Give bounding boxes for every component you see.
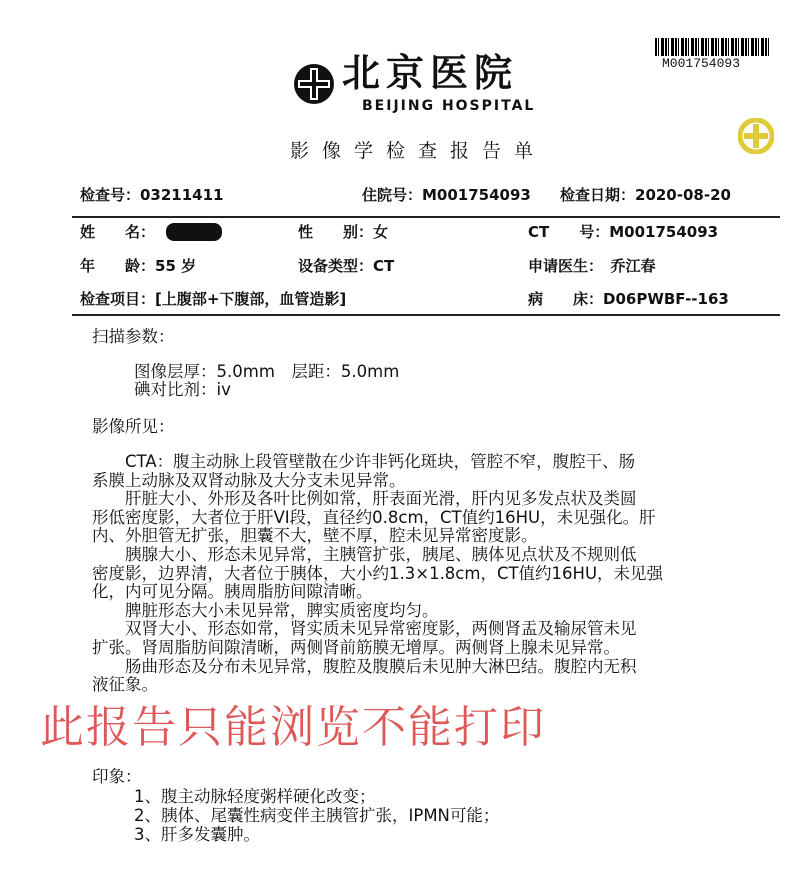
barcode (655, 38, 770, 56)
redacted-name (166, 223, 222, 241)
findings-heading: 影像所见： (92, 417, 175, 436)
findings-line: 扩张。肾周脂肪间隙清晰，两侧肾前筋膜无增厚。两侧肾上腺未见异常。 (92, 638, 620, 657)
divider (72, 216, 780, 218)
barcode-number: M001754093 (662, 56, 741, 71)
admission-number: 住院号：M001754093 (362, 186, 531, 204)
hospital-name-en: BEIJING HOSPITAL (362, 98, 536, 114)
device-type: 设备类型：CT (298, 257, 395, 275)
findings-line: 化，内可见分隔。胰周脂肪间隙清晰。 (92, 582, 373, 602)
findings-line: 内、外胆管无扩张，胆囊不大，壁不厚，腔未见异常密度影。 (92, 526, 538, 546)
requesting-doctor: 申请医生： 乔江春 (528, 257, 656, 275)
hospital-name-cn: 北京医院 (342, 50, 519, 95)
patient-sex: 性 别：女 (298, 223, 389, 241)
exam-date: 检查日期：2020-08-20 (560, 186, 731, 204)
hospital-logo-icon (292, 62, 336, 106)
ct-number: CT 号：M001754093 (528, 223, 719, 241)
hospital-seal-icon (738, 118, 774, 154)
scan-param-line: 碘对比剂：iv (134, 380, 231, 399)
findings-line: 肠曲形态及分布未见异常，腹腔及腹膜后未见肿大淋巴结。腹腔内无积 (92, 656, 637, 676)
patient-name-label: 姓 名： (80, 223, 156, 241)
findings-line: CTA：腹主动脉上段管壁散在少许非钙化斑块，管腔不窄，腹腔干、肠 (92, 452, 636, 471)
findings-line: 形低密度影，大者位于肝VI段，直径约0.8cm，CT值约16HU，未见强化。肝 (92, 507, 656, 527)
impression-item: 1、腹主动脉轻度粥样硬化改变； (134, 787, 376, 806)
patient-age: 年 龄：55 岁 (80, 257, 197, 275)
divider (72, 314, 780, 316)
impression-heading: 印象： (92, 767, 142, 786)
findings-line: 肝脏大小、外形及各叶比例如常，肝表面光滑，肝内见多发点状及类圆 (92, 489, 637, 509)
watermark: 此报告只能浏览不能打印 (40, 702, 546, 753)
scan-param-line: 图像层厚：5.0mm 层距：5.0mm (134, 362, 400, 381)
bed-number: 病 床：D06PWBF--163 (528, 290, 729, 308)
findings-line: 脾脏形态大小未见异常，脾实质密度均匀。 (92, 600, 439, 620)
report-title: 影像学检查报告单 (290, 140, 547, 162)
impression-item: 2、胰体、尾囊性病变伴主胰管扩张，IPMN可能； (134, 806, 500, 825)
findings-line: 系膜上动脉及双肾动脉及大分支未见异常。 (92, 470, 406, 490)
impression-item: 3、肝多发囊肿。 (134, 825, 260, 844)
exam-item: 检查项目：[上腹部+下腹部，血管造影] (80, 290, 347, 308)
findings-line: 双肾大小、形态如常，肾实质未见异常密度影，两侧肾盂及输尿管未见 (92, 619, 637, 639)
findings-line: 胰腺大小、形态未见异常，主胰管扩张，胰尾、胰体见点状及不规则低 (92, 545, 637, 564)
scan-params-heading: 扫描参数： (92, 327, 175, 346)
findings-line: 密度影，边界清，大者位于胰体，大小约1.3×1.8cm，CT值约16HU，未见强 (92, 563, 664, 583)
exam-number: 检查号：03211411 (80, 186, 224, 204)
findings-line: 液征象。 (92, 675, 158, 695)
